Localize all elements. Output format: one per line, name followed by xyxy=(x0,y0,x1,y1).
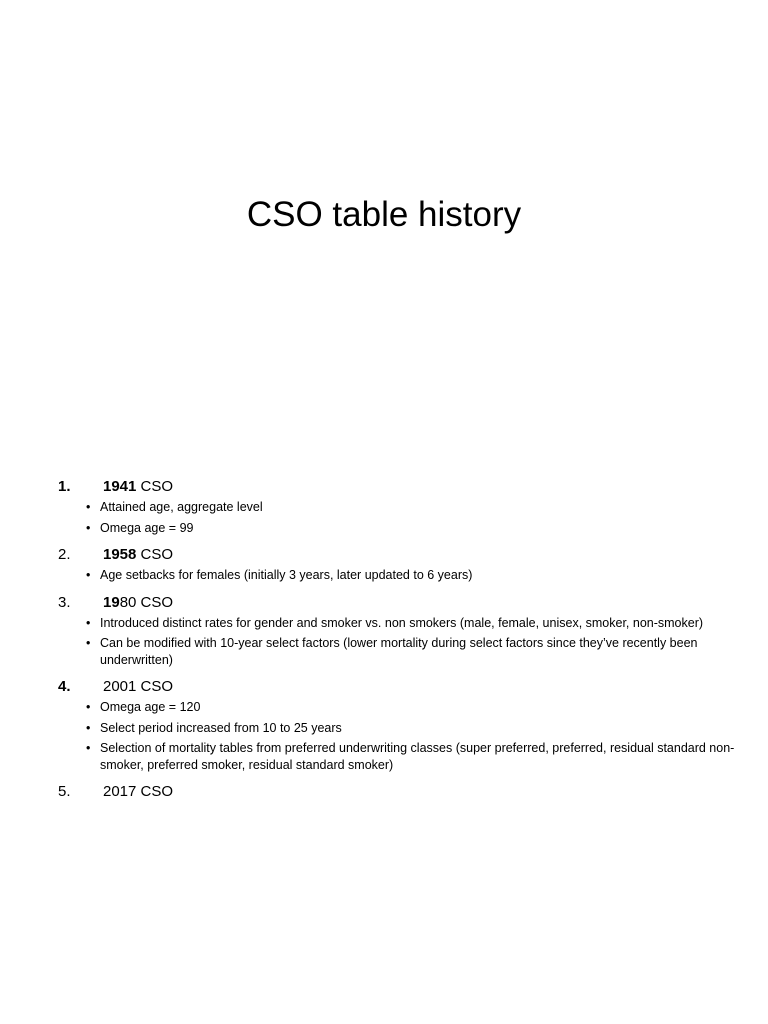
item-heading xyxy=(103,544,738,565)
bullet-item: • Attained age, aggregate level xyxy=(58,499,738,516)
table-suffix: CSO xyxy=(136,678,174,695)
bullet-item: • Can be modified with 10-year select factors (lower mortality during select factors since they’ve recently been underwritten) xyxy=(58,635,738,668)
bullet-list xyxy=(58,615,738,669)
table-suffix: CSO xyxy=(136,783,174,800)
year-rest: 80 xyxy=(119,593,137,611)
list-item-2001 xyxy=(58,676,738,773)
item-number: 1. xyxy=(58,478,71,495)
bullet-item: • Age setbacks for females (initially 3 years, later updated to 6 years) xyxy=(58,567,738,584)
year-bold: 19 xyxy=(103,593,120,611)
bullet-list xyxy=(58,699,738,773)
item-heading xyxy=(103,781,738,802)
list-item-1941 xyxy=(58,476,738,536)
bullet-item: • Selection of mortality tables from preferred underwriting classes (super preferred, preferred, residual standard non-smoker, preferred smoker, residual standard smoker) xyxy=(58,740,738,773)
year-bold: 1941 xyxy=(103,478,137,495)
bullet-item: • Select period increased from 10 to 25 years xyxy=(58,720,738,737)
item-heading xyxy=(103,676,738,697)
year-rest: 2017 xyxy=(103,783,137,800)
bullet-list xyxy=(58,499,738,536)
item-number: 4. xyxy=(58,678,71,695)
item-heading xyxy=(103,592,738,613)
item-number: 3. xyxy=(58,593,71,611)
bullet-list xyxy=(58,567,738,584)
item-number: 2. xyxy=(58,546,71,563)
bullet-item: • Omega age = 120 xyxy=(58,699,738,716)
list-item-2017 xyxy=(58,781,738,802)
bullet-item: • Omega age = 99 xyxy=(58,520,738,537)
year-rest: 2001 xyxy=(103,678,137,695)
table-suffix: CSO xyxy=(136,478,174,495)
item-number: 5. xyxy=(58,783,71,800)
list-item-1980 xyxy=(58,592,738,669)
cso-history-list xyxy=(58,476,738,802)
table-suffix: CSO xyxy=(136,546,174,563)
table-suffix: CSO xyxy=(136,593,174,611)
list-item-1958 xyxy=(58,544,738,584)
item-heading xyxy=(103,476,738,497)
year-bold: 1958 xyxy=(103,546,137,563)
bullet-item: • Introduced distinct rates for gender and smoker vs. non smokers (male, female, unisex, smoker, non-smoker) xyxy=(58,615,738,632)
page-title: CSO table history xyxy=(246,195,522,234)
